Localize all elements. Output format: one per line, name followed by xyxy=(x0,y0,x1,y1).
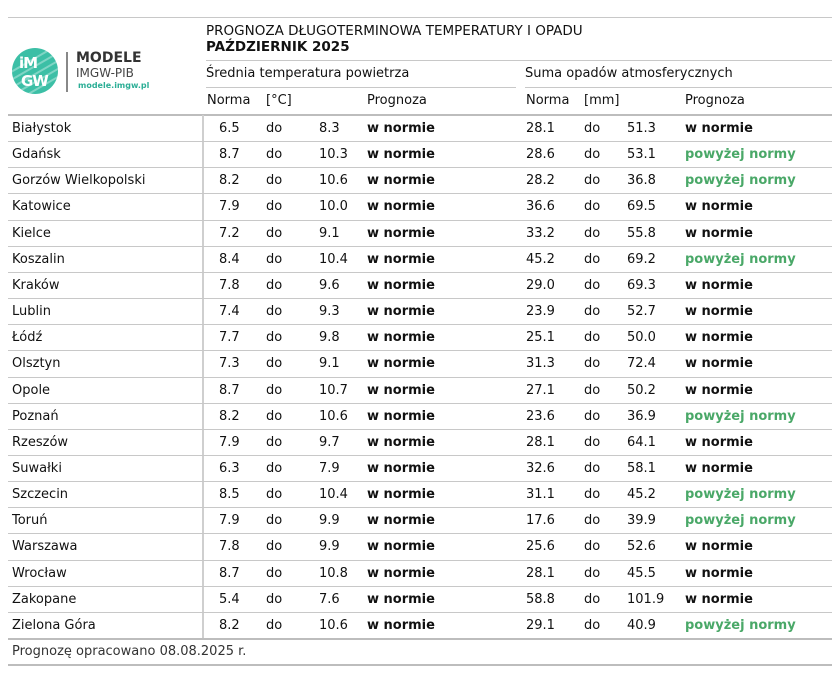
precip-range-to: do xyxy=(584,199,601,215)
precip-norm-max: 53.1 xyxy=(627,147,656,163)
temp-forecast: w normie xyxy=(367,147,435,163)
row-divider xyxy=(8,298,832,299)
precip-norm-max: 39.9 xyxy=(627,513,656,529)
precip-norm-max: 36.9 xyxy=(627,408,656,424)
precip-forecast: w normie xyxy=(685,330,753,346)
precip-forecast: w normie xyxy=(685,225,753,241)
temp-range-to: do xyxy=(266,513,283,529)
precip-forecast: w normie xyxy=(685,277,753,293)
precip-forecast: w normie xyxy=(685,460,753,476)
temp-forecast: w normie xyxy=(367,460,435,476)
precip-norm-min: 23.9 xyxy=(526,304,555,320)
precip-range-to: do xyxy=(584,617,601,633)
precip-norm-max: 36.8 xyxy=(627,173,656,189)
row-divider xyxy=(8,481,832,482)
temp-norm-min: 8.7 xyxy=(219,565,240,581)
temp-range-to: do xyxy=(266,121,283,136)
temp-range-to: do xyxy=(266,408,283,424)
precip-norm-min: 28.1 xyxy=(526,565,555,581)
temp-forecast: w normie xyxy=(367,382,435,398)
temp-norm-min: 8.7 xyxy=(219,382,240,398)
temp-range-to: do xyxy=(266,304,283,320)
temp-norm-min: 8.2 xyxy=(219,617,240,633)
city-name: Koszalin xyxy=(12,251,65,267)
city-name: Łódź xyxy=(12,330,43,346)
city-name: Opole xyxy=(12,382,51,398)
precipitation-group-rule xyxy=(525,87,832,88)
temp-norm-min: 8.5 xyxy=(219,487,240,503)
temp-norm-max: 9.7 xyxy=(319,434,340,450)
city-name: Lublin xyxy=(12,304,51,320)
precip-norm-max: 101.9 xyxy=(627,591,665,607)
precip-forecast: powyżej normy xyxy=(685,408,796,424)
temp-norm-max: 10.6 xyxy=(319,408,348,424)
temp-norm-max: 10.6 xyxy=(319,173,348,189)
footer-rule xyxy=(8,664,832,666)
logo-mark xyxy=(12,48,58,94)
temp-range-to: do xyxy=(266,565,283,581)
precip-range-to: do xyxy=(584,121,601,136)
temp-forecast: w normie xyxy=(367,513,435,529)
temp-norm-max: 9.9 xyxy=(319,513,340,529)
precip-forecast: w normie xyxy=(685,121,753,136)
precip-forecast: w normie xyxy=(685,591,753,607)
row-divider xyxy=(8,533,832,534)
precip-range-to: do xyxy=(584,277,601,293)
temp-norm-min: 8.7 xyxy=(219,147,240,163)
temp-range-to: do xyxy=(266,251,283,267)
row-divider xyxy=(8,246,832,247)
temp-norm-min: 6.5 xyxy=(219,121,240,136)
temp-forecast: w normie xyxy=(367,225,435,241)
precip-norm-min: 27.1 xyxy=(526,382,555,398)
temp-norm-max: 10.6 xyxy=(319,617,348,633)
precip-forecast: w normie xyxy=(685,356,753,372)
precip-forecast: powyżej normy xyxy=(685,487,796,503)
precip-range-to: do xyxy=(584,173,601,189)
footer-note: Prognozę opracowano 08.08.2025 r. xyxy=(12,644,247,659)
precip-norm-min: 28.6 xyxy=(526,147,555,163)
temperature-group-header: Średnia temperatura powietrza xyxy=(206,66,410,81)
temp-range-to: do xyxy=(266,147,283,163)
precip-unit-header: [mm] xyxy=(584,93,620,108)
city-name: Kielce xyxy=(12,225,51,241)
temp-norm-max: 8.3 xyxy=(319,121,340,136)
temp-norm-max: 10.3 xyxy=(319,147,348,163)
temp-norm-min: 7.3 xyxy=(219,356,240,372)
temp-norm-max: 10.4 xyxy=(319,251,348,267)
precip-range-to: do xyxy=(584,565,601,581)
logo-mark-top: iM xyxy=(19,54,38,72)
row-divider xyxy=(8,586,832,587)
precip-norm-min: 25.6 xyxy=(526,539,555,555)
temp-norm-min: 8.2 xyxy=(219,408,240,424)
precip-norm-max: 72.4 xyxy=(627,356,656,372)
row-divider xyxy=(8,167,832,168)
temp-forecast: w normie xyxy=(367,121,435,136)
temp-norm-max: 10.4 xyxy=(319,487,348,503)
row-divider xyxy=(8,350,832,351)
city-name: Białystok xyxy=(12,121,72,136)
precip-norm-max: 40.9 xyxy=(627,617,656,633)
city-name: Toruń xyxy=(12,513,48,529)
precip-range-to: do xyxy=(584,513,601,529)
temp-forecast: w normie xyxy=(367,434,435,450)
precip-norm-min: 31.3 xyxy=(526,356,555,372)
precip-range-to: do xyxy=(584,539,601,555)
temp-range-to: do xyxy=(266,225,283,241)
title-rule xyxy=(206,60,832,61)
precip-norm-max: 52.6 xyxy=(627,539,656,555)
temp-range-to: do xyxy=(266,460,283,476)
precip-norm-max: 51.3 xyxy=(627,121,656,136)
precip-norm-min: 31.1 xyxy=(526,487,555,503)
temp-forecast: w normie xyxy=(367,591,435,607)
temp-norm-max: 9.8 xyxy=(319,330,340,346)
precip-norm-min: 23.6 xyxy=(526,408,555,424)
row-divider xyxy=(8,324,832,325)
temp-norm-min: 8.2 xyxy=(219,173,240,189)
precip-range-to: do xyxy=(584,487,601,503)
precip-norm-min: 28.2 xyxy=(526,173,555,189)
precip-norm-min: 36.6 xyxy=(526,199,555,215)
temp-forecast: w normie xyxy=(367,277,435,293)
precip-range-to: do xyxy=(584,434,601,450)
logo-org: IMGW-PIB xyxy=(76,66,134,80)
precip-norm-max: 69.2 xyxy=(627,251,656,267)
header-rule xyxy=(8,114,832,116)
row-divider xyxy=(8,272,832,273)
city-name: Warszawa xyxy=(12,539,78,555)
precip-norm-max: 52.7 xyxy=(627,304,656,320)
temp-forecast: w normie xyxy=(367,408,435,424)
temp-forecast: w normie xyxy=(367,565,435,581)
city-name: Suwałki xyxy=(12,460,62,476)
precip-range-to: do xyxy=(584,251,601,267)
precip-norm-min: 33.2 xyxy=(526,225,555,241)
temperature-group-rule xyxy=(206,87,516,88)
precip-forecast: w normie xyxy=(685,539,753,555)
precip-range-to: do xyxy=(584,356,601,372)
row-divider xyxy=(8,141,832,142)
precip-forecast: w normie xyxy=(685,199,753,215)
precipitation-group-header: Suma opadów atmosferycznych xyxy=(525,66,733,81)
row-divider xyxy=(8,220,832,221)
temp-norm-min: 6.3 xyxy=(219,460,240,476)
precip-norm-min: 25.1 xyxy=(526,330,555,346)
precip-forecast: powyżej normy xyxy=(685,513,796,529)
temp-forecast-header: Prognoza xyxy=(367,93,427,108)
temp-forecast: w normie xyxy=(367,356,435,372)
city-name: Zielona Góra xyxy=(12,617,96,633)
precip-norm-max: 50.2 xyxy=(627,382,656,398)
precip-norm-min: 28.1 xyxy=(526,121,555,136)
temp-range-to: do xyxy=(266,277,283,293)
temp-norm-min: 5.4 xyxy=(219,591,240,607)
precip-range-to: do xyxy=(584,460,601,476)
city-name: Kraków xyxy=(12,277,60,293)
row-divider xyxy=(8,193,832,194)
logo-name: MODELE xyxy=(76,50,142,66)
precip-norm-max: 45.5 xyxy=(627,565,656,581)
precip-forecast: powyżej normy xyxy=(685,251,796,267)
top-rule xyxy=(8,17,832,18)
city-name: Szczecin xyxy=(12,487,69,503)
precip-norm-min: 17.6 xyxy=(526,513,555,529)
row-divider xyxy=(8,612,832,613)
temp-norm-min: 7.9 xyxy=(219,434,240,450)
row-divider xyxy=(8,560,832,561)
precip-forecast: w normie xyxy=(685,304,753,320)
temp-norm-max: 9.9 xyxy=(319,539,340,555)
precip-forecast: w normie xyxy=(685,565,753,581)
city-name: Wrocław xyxy=(12,565,67,581)
precip-norm-max: 64.1 xyxy=(627,434,656,450)
temp-forecast: w normie xyxy=(367,330,435,346)
precip-norm-max: 69.3 xyxy=(627,277,656,293)
precip-range-to: do xyxy=(584,382,601,398)
temp-range-to: do xyxy=(266,382,283,398)
precip-forecast-header: Prognoza xyxy=(685,93,745,108)
precip-forecast: w normie xyxy=(685,434,753,450)
temp-norm-min: 7.9 xyxy=(219,513,240,529)
precip-range-to: do xyxy=(584,225,601,241)
temp-norm-min: 7.8 xyxy=(219,277,240,293)
precip-range-to: do xyxy=(584,330,601,346)
temp-norm-min: 8.4 xyxy=(219,251,240,267)
logo-divider xyxy=(66,52,68,92)
temp-forecast: w normie xyxy=(367,304,435,320)
logo xyxy=(12,46,150,96)
temp-norm-max: 9.1 xyxy=(319,356,340,372)
temp-norm-min: 7.7 xyxy=(219,330,240,346)
precip-norm-max: 50.0 xyxy=(627,330,656,346)
city-name: Gdańsk xyxy=(12,147,61,163)
temp-forecast: w normie xyxy=(367,251,435,267)
precip-norm-header: Norma xyxy=(526,93,570,108)
temp-norm-max: 7.9 xyxy=(319,460,340,476)
precip-norm-max: 55.8 xyxy=(627,225,656,241)
precip-norm-max: 69.5 xyxy=(627,199,656,215)
precip-norm-min: 29.0 xyxy=(526,277,555,293)
temp-norm-max: 10.0 xyxy=(319,199,348,215)
temp-norm-max: 10.7 xyxy=(319,382,348,398)
temp-norm-min: 7.2 xyxy=(219,225,240,241)
city-name: Rzeszów xyxy=(12,434,69,450)
precip-range-to: do xyxy=(584,591,601,607)
logo-url: modele.imgw.pl xyxy=(78,81,150,90)
temp-forecast: w normie xyxy=(367,487,435,503)
city-name: Poznań xyxy=(12,408,59,424)
temp-range-to: do xyxy=(266,617,283,633)
temp-norm-max: 10.8 xyxy=(319,565,348,581)
row-divider xyxy=(8,455,832,456)
precip-norm-min: 29.1 xyxy=(526,617,555,633)
temp-forecast: w normie xyxy=(367,617,435,633)
temp-range-to: do xyxy=(266,173,283,189)
temp-range-to: do xyxy=(266,539,283,555)
row-divider xyxy=(8,377,832,378)
temp-norm-max: 9.6 xyxy=(319,277,340,293)
precip-range-to: do xyxy=(584,408,601,424)
precip-norm-min: 32.6 xyxy=(526,460,555,476)
precip-range-to: do xyxy=(584,304,601,320)
temp-range-to: do xyxy=(266,591,283,607)
precip-forecast: powyżej normy xyxy=(685,173,796,189)
precip-norm-min: 28.1 xyxy=(526,434,555,450)
row-divider xyxy=(8,429,832,430)
precip-norm-min: 58.8 xyxy=(526,591,555,607)
temp-norm-min: 7.4 xyxy=(219,304,240,320)
temp-range-to: do xyxy=(266,434,283,450)
precip-norm-max: 58.1 xyxy=(627,460,656,476)
page-title: PROGNOZA DŁUGOTERMINOWA TEMPERATURY I OPADU xyxy=(206,23,583,39)
temp-norm-min: 7.9 xyxy=(219,199,240,215)
city-name: Gorzów Wielkopolski xyxy=(12,173,146,189)
bottom-rule xyxy=(8,638,832,640)
temp-unit-header: [°C] xyxy=(266,93,292,108)
precip-forecast: powyżej normy xyxy=(685,617,796,633)
precip-forecast: w normie xyxy=(685,382,753,398)
temp-forecast: w normie xyxy=(367,199,435,215)
precip-norm-max: 45.2 xyxy=(627,487,656,503)
temp-norm-max: 9.1 xyxy=(319,225,340,241)
temp-norm-max: 7.6 xyxy=(319,591,340,607)
city-name: Zakopane xyxy=(12,591,77,607)
city-name: Katowice xyxy=(12,199,71,215)
temp-norm-header: Norma xyxy=(207,93,251,108)
precip-forecast: powyżej normy xyxy=(685,147,796,163)
temp-range-to: do xyxy=(266,487,283,503)
temp-norm-min: 7.8 xyxy=(219,539,240,555)
row-divider xyxy=(8,403,832,404)
temp-norm-max: 9.3 xyxy=(319,304,340,320)
precip-norm-min: 45.2 xyxy=(526,251,555,267)
temp-forecast: w normie xyxy=(367,173,435,189)
city-name: Olsztyn xyxy=(12,356,61,372)
temp-forecast: w normie xyxy=(367,539,435,555)
temp-range-to: do xyxy=(266,330,283,346)
page-subtitle: PAŹDZIERNIK 2025 xyxy=(206,39,350,55)
precip-range-to: do xyxy=(584,147,601,163)
temp-range-to: do xyxy=(266,199,283,215)
logo-mark-bottom: GW xyxy=(21,72,48,90)
temp-range-to: do xyxy=(266,356,283,372)
row-divider xyxy=(8,507,832,508)
